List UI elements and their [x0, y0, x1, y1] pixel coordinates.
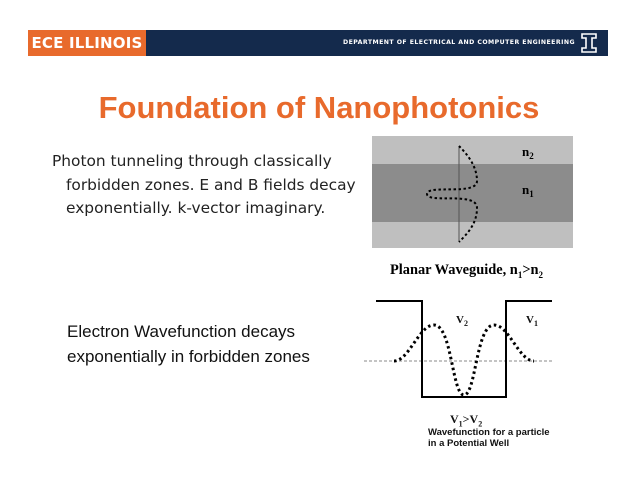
department-name: DEPARTMENT OF ELECTRICAL AND COMPUTER ENGINEERING: [343, 39, 575, 46]
n2-label: $n_2$: [522, 144, 534, 161]
slide-title: Foundation of Nanophotonics: [98, 90, 540, 125]
v2-label: $V_2$: [456, 314, 468, 328]
potential-condition: $V_1>V_2$: [450, 412, 483, 429]
potential-well-caption: [428, 427, 558, 449]
illinois-i-icon: [580, 33, 598, 53]
photon-tunneling-text: Photon tunneling through classically forbidden zones. E and B fields decay exponentially. k-vector imaginary.: [52, 152, 356, 217]
ece-illinois-logo: ECE ILLINOIS: [28, 30, 146, 56]
core-layer: [372, 164, 573, 222]
electron-wavefunction-text: Electron Wavefunction decays exponentially in forbidden zones: [67, 322, 310, 366]
v1-label: $V_1$: [526, 314, 538, 328]
caption-line-1: Wavefunction for a particle: [428, 427, 550, 438]
planar-waveguide-figure: [372, 136, 573, 248]
potential-well-figure: [364, 295, 552, 405]
waveguide-caption: Planar Waveguide, $n_1>n_2$: [390, 262, 544, 280]
caption-line-2: in a Potential Well: [428, 438, 510, 449]
n1-label: $n_1$: [522, 182, 534, 199]
wavefunction-curve: [394, 325, 534, 395]
